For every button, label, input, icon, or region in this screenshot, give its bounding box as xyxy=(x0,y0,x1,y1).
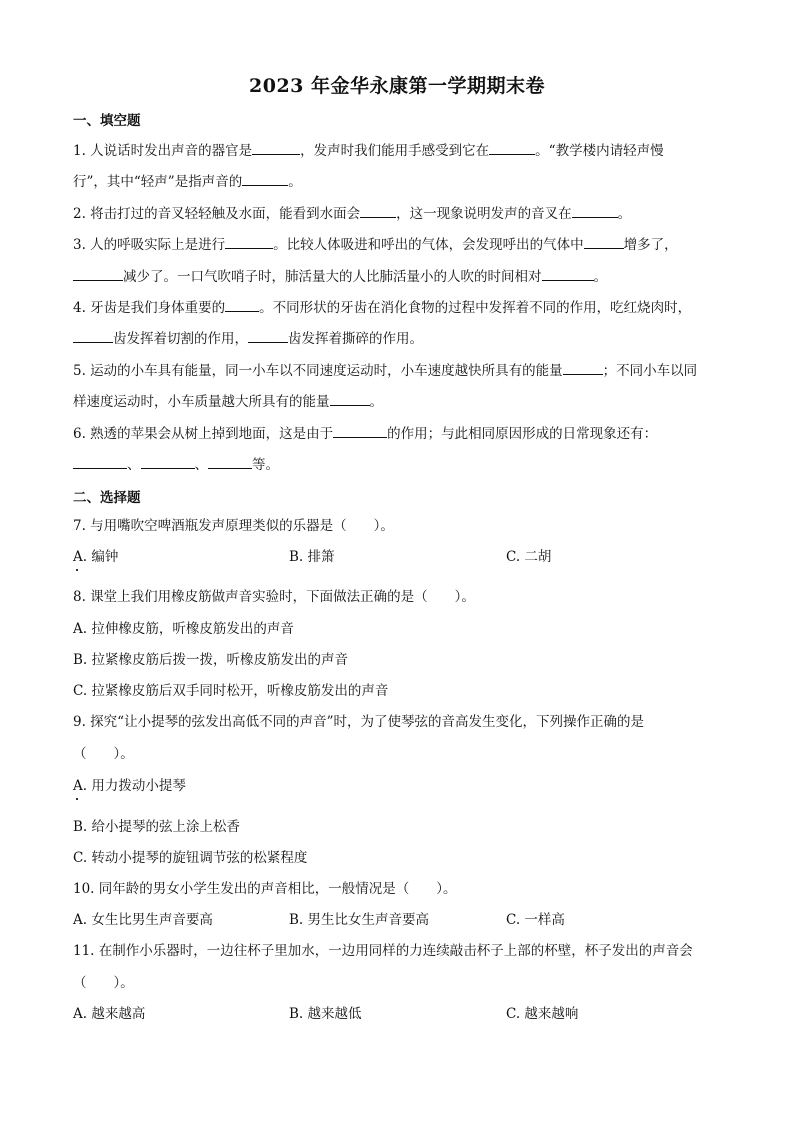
question-9-stem-line-2: （ ）。 xyxy=(73,746,134,762)
question-8-option-b[interactable]: B. 拉紧橡皮筋后拨一拨，听橡皮筋发出的声音 xyxy=(73,652,349,668)
question-6-line-2: 、 、 等。 xyxy=(73,455,723,474)
answer-blank[interactable] xyxy=(73,329,113,343)
answer-blank[interactable] xyxy=(242,172,288,186)
question-8-option-a[interactable]: A. 拉伸橡皮筋，听橡皮筋发出的声音 xyxy=(73,621,294,637)
question-1-line-2: 行”，其中“轻声”是指声音的 。 xyxy=(73,174,302,190)
answer-blank[interactable] xyxy=(584,235,624,249)
section-multiple-choice: 二、选择题 xyxy=(73,490,141,506)
question-10-option-a[interactable]: A. 女生比男生声音要高 xyxy=(73,912,213,928)
question-10-option-c[interactable]: C. 一样高 xyxy=(506,912,565,928)
answer-blank[interactable] xyxy=(252,141,300,155)
question-8-stem: 8. 课堂上我们用橡皮筋做声音实验时，下面做法正确的是（ ）。 xyxy=(73,589,475,605)
question-5-line-1: 5. 运动的小车具有能量，同一小车以不同速度运动时，小车速度越快所具有的能量 ；不同小车以同 xyxy=(73,363,698,379)
question-9-option-a[interactable]: A. 用力拨动小提琴 xyxy=(73,778,186,794)
question-6-line-1: 6. 熟透的苹果会从树上掉到地面，这是由于 的作用；与此相同原因形成的日常现象还有： xyxy=(73,426,658,442)
answer-blank[interactable] xyxy=(73,455,127,469)
answer-blank[interactable] xyxy=(542,267,594,281)
question-4-line-1: 4. 牙齿是我们身体重要的 。不同形状的牙齿在消化食物的过程中发挥着不同的作用，吃红烧肉时， xyxy=(73,300,692,316)
answer-blank[interactable] xyxy=(141,455,195,469)
question-9-stem-line-1: 9. 探究“让小提琴的弦发出高低不同的声音”时，为了使琴弦的音高发生变化，下列操作正确的是 xyxy=(73,714,644,730)
question-9-option-b[interactable]: B. 给小提琴的弦上涂上松香 xyxy=(73,819,241,835)
answer-blank[interactable] xyxy=(333,424,387,438)
question-5-line-2: 样速度运动时，小车质量越大所具有的能量 。 xyxy=(73,394,383,410)
answer-blank[interactable] xyxy=(563,361,603,375)
question-10-option-b[interactable]: B. 男生比女生声音要高 xyxy=(289,912,430,928)
answer-blank[interactable] xyxy=(208,455,252,469)
question-11-option-b[interactable]: B. 越来越低 xyxy=(289,1006,362,1022)
question-7-stem: 7. 与用嘴吹空啤酒瓶发声原理类似的乐器是（ ）。 xyxy=(73,518,394,534)
question-8-option-c[interactable]: C. 拉紧橡皮筋后双手同时松开，听橡皮筋发出的声音 xyxy=(73,683,389,699)
question-3-line-2: 减少了。一口气吹哨子时，肺活量大的人比肺活量小的人吹的时间相对 。 xyxy=(73,267,723,286)
question-11-stem-line-1: 11. 在制作小乐器时，一边往杯子里加水，一边用同样的力连续敲击杯子上部的杯壁，杯子发出的声音会 xyxy=(73,943,693,959)
question-3-line-1: 3. 人的呼吸实际上是进行 。比较人体吸进和呼出的气体，会发现呼出的气体中 增多了， xyxy=(73,237,678,253)
question-11-option-a[interactable]: A. 越来越高 xyxy=(73,1006,146,1022)
question-7-option-c[interactable]: C. 二胡 xyxy=(506,549,552,565)
question-10-stem: 10. 同年龄的男女小学生发出的声音相比，一般情况是（ ）。 xyxy=(73,881,457,897)
question-1-line-1: 1. 人说话时发出声音的器官是 ，发声时我们能用手感受到它在 。“教学楼内请轻声慢 xyxy=(73,143,664,159)
question-2: 2. 将击打过的音叉轻轻触及水面，能看到水面会 ，这一现象说明发声的音叉在 。 xyxy=(73,206,632,222)
stray-mark xyxy=(76,569,78,571)
answer-blank[interactable] xyxy=(360,204,396,218)
answer-blank[interactable] xyxy=(225,235,273,249)
answer-blank[interactable] xyxy=(572,204,618,218)
answer-blank[interactable] xyxy=(489,141,535,155)
answer-blank[interactable] xyxy=(330,392,370,406)
question-7-option-b[interactable]: B. 排箫 xyxy=(289,549,335,565)
question-4-line-2: 齿发挥着切割的作用， 齿发挥着撕碎的作用。 xyxy=(73,329,723,348)
section-fill-blank: 一、填空题 xyxy=(73,113,141,129)
question-7-option-a[interactable]: A. 编钟 xyxy=(73,549,119,565)
question-11-option-c[interactable]: C. 越来越响 xyxy=(506,1006,579,1022)
page-title: 2023 年金华永康第一学期期末卷 xyxy=(249,75,545,97)
question-9-option-c[interactable]: C. 转动小提琴的旋钮调节弦的松紧程度 xyxy=(73,850,308,866)
question-11-stem-line-2: （ ）。 xyxy=(73,975,134,991)
answer-blank[interactable] xyxy=(73,267,123,281)
answer-blank[interactable] xyxy=(225,298,259,312)
answer-blank[interactable] xyxy=(248,329,288,343)
stray-mark xyxy=(76,798,78,800)
